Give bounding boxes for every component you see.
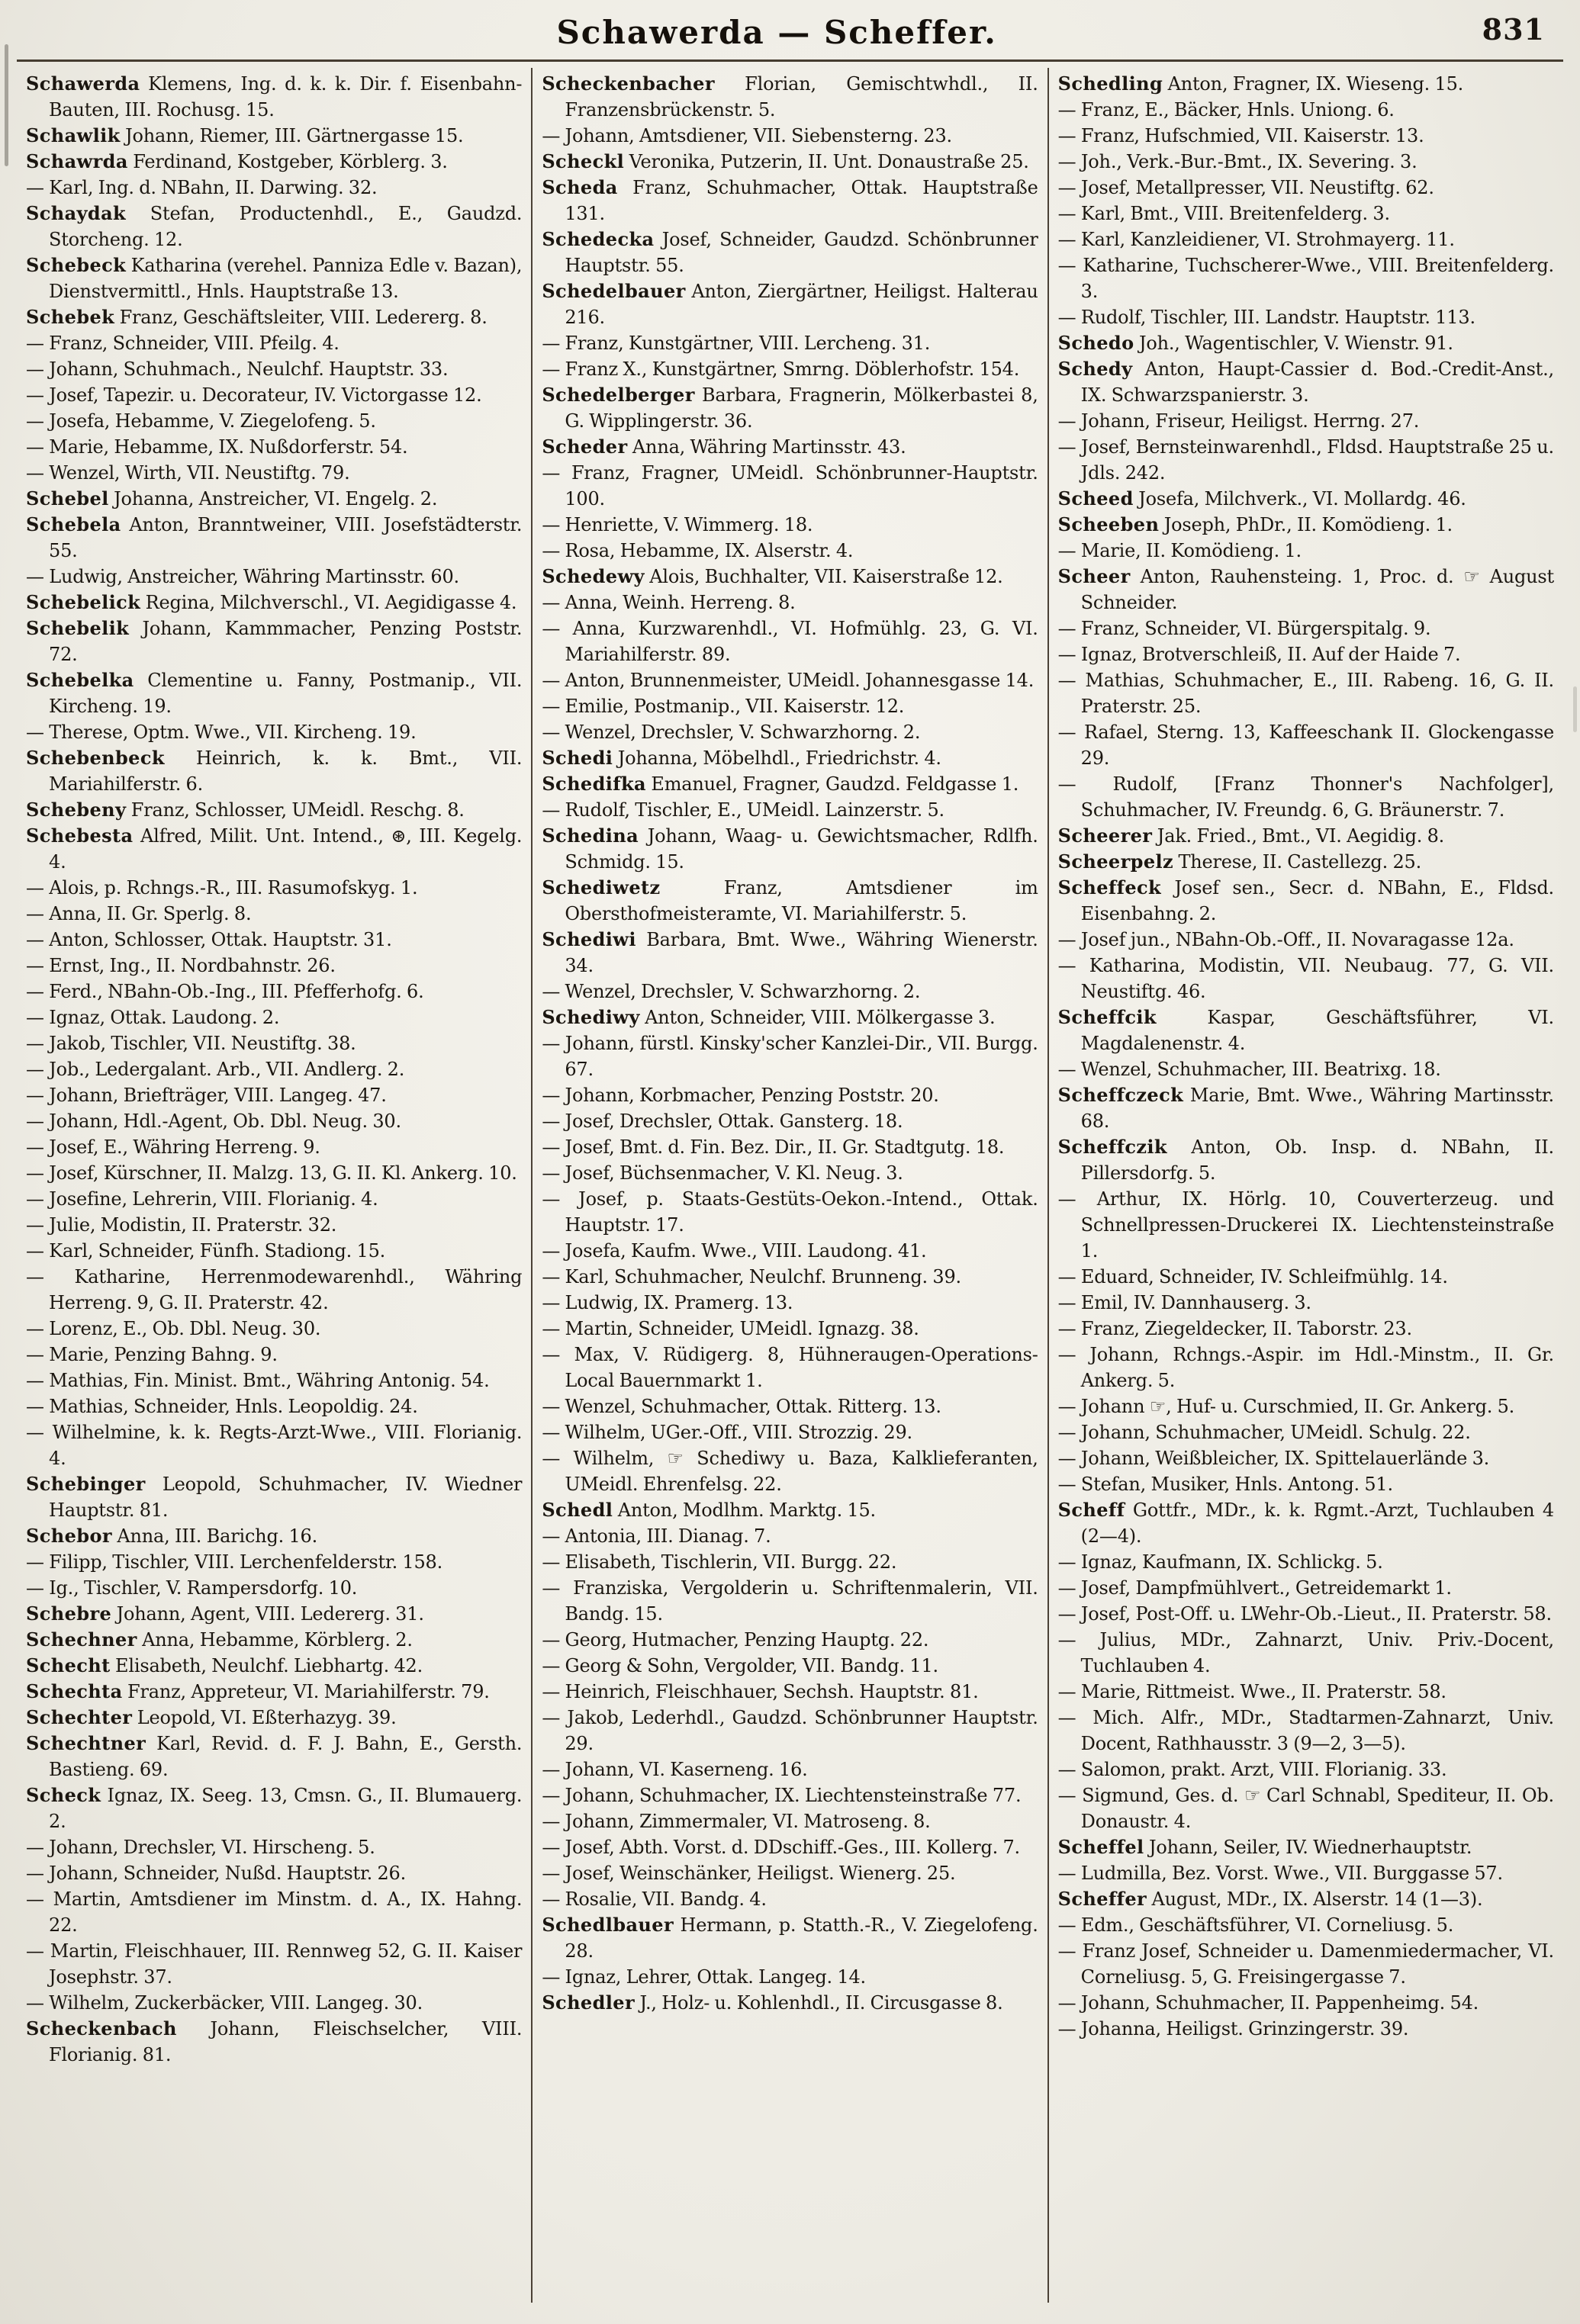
directory-entry: — Ignaz, Ottak. Laudong. 2. [26,1007,280,1028]
directory-entry: — Josef, Tapezir. u. Decorateur, IV. Victorgasse 12. [26,384,482,406]
entry-surname: Schaydak [26,202,127,224]
directory-entry: — Emil, IV. Dannhauserg. 3. [1057,1292,1311,1313]
directory-entry: — Katharina, Modistin, VII. Neubaug. 77, G. VII. Neustiftg. 46. [1057,955,1554,1002]
page-number: 831 [1482,12,1545,47]
directory-entry: — Salomon, prakt. Arzt, VIII. Florianig. 33. [1057,1759,1447,1780]
directory-entry: Schechtner Karl, Revid. d. F. J. Bahn, E., Gersth. Bastieng. 69. [26,1732,523,1780]
directory-entry: — Eduard, Schneider, IV. Schleifmühlg. 14. [1057,1266,1448,1287]
entry-surname: Schecht [26,1654,111,1676]
directory-entry: Scheffer August, MDr., IX. Alserstr. 14 (1—3). [1057,1888,1483,1910]
directory-entry: — Jakob, Lederhdl., Gaudzd. Schönbrunner Hauptstr. 29. [542,1707,1038,1754]
directory-entry: Scheffcik Kaspar, Geschäftsführer, VI. Magdalenenstr. 4. [1057,1006,1554,1054]
directory-entry: — Franz, Hufschmied, VII. Kaiserstr. 13. [1057,125,1424,146]
directory-entry: Schedelbauer Anton, Ziergärtner, Heiligst. Halterau 216. [542,280,1038,328]
directory-entry: Schedewy Alois, Buchhalter, VII. Kaiserstraße 12. [542,565,1003,587]
directory-entry: — Heinrich, Fleischhauer, Sechsh. Hauptstr. 81. [542,1681,979,1702]
directory-entry: Schebeny Franz, Schlosser, UMeidl. Reschg. 8. [26,799,465,821]
directory-entry: — Johann, Briefträger, VIII. Langeg. 47. [26,1085,387,1106]
directory-entry: Scheder Anna, Währing Martinsstr. 43. [542,436,906,458]
entry-surname: Scheerpelz [1057,850,1174,873]
directory-entry: Schebor Anna, III. Barichg. 16. [26,1525,318,1547]
directory-columns [17,68,1563,2303]
directory-entry: — Martin, Fleischhauer, III. Rennweg 52, G. II. Kaiser Josephstr. 37. [26,1940,523,1988]
entry-surname: Scheed [1057,487,1134,509]
directory-entry: Scheer Anton, Rauhensteing. 1, Proc. d. ☞ August Schneider. [1057,565,1554,613]
directory-entry: — Wilhelm, ☞ Schediwy u. Baza, Kalklieferanten, UMeidl. Ehrenfelsg. 22. [542,1448,1038,1495]
directory-entry: — Max, V. Rüdigerg. 8, Hühneraugen-Operations-Local Bauernmarkt 1. [542,1344,1038,1391]
entry-surname: Scheckenbach [26,2017,177,2040]
directory-entry: — Franziska, Vergolderin u. Schriftenmalerin, VII. Bandg. 15. [542,1577,1038,1625]
directory-entry: — Ernst, Ing., II. Nordbahnstr. 26. [26,955,336,976]
directory-entry: — Katharine, Tuchscherer-Wwe., VIII. Breitenfelderg. 3. [1057,255,1554,302]
directory-entry: — Ferd., NBahn-Ob.-Ing., III. Pfefferhofg. 6. [26,981,424,1002]
directory-entry: Scheffeck Josef sen., Secr. d. NBahn, E., Fldsd. Eisenbahng. 2. [1057,876,1554,924]
directory-entry: Schebelka Clementine u. Fanny, Postmanip., VII. Kircheng. 19. [26,669,523,717]
entry-surname: Schebelka [26,669,134,691]
directory-entry: Schebelik Johann, Kammmacher, Penzing Poststr. 72. [26,617,523,665]
directory-entry: — Anna, II. Gr. Sperlg. 8. [26,903,252,924]
directory-entry: Schebenbeck Heinrich, k. k. Bmt., VII. Mariahilferstr. 6. [26,747,523,795]
directory-entry: — Anton, Schlosser, Ottak. Hauptstr. 31. [26,929,392,950]
directory-entry: — Georg, Hutmacher, Penzing Hauptg. 22. [542,1629,929,1651]
directory-entry: Schebinger Leopold, Schuhmacher, IV. Wiedner Hauptstr. 81. [26,1473,523,1521]
directory-entry: — Ignaz, Lehrer, Ottak. Langeg. 14. [542,1966,866,1988]
directory-entry: — Karl, Schuhmacher, Neulchf. Brunneng. 39. [542,1266,961,1287]
directory-entry: — Anton, Brunnenmeister, UMeidl. Johannesgasse 14. [542,670,1035,691]
directory-entry: Scheck Ignaz, IX. Seeg. 13, Cmsn. G., II. Blumauerg. 2. [26,1784,523,1832]
directory-entry: Scheeben Joseph, PhDr., II. Komödieng. 1. [1057,513,1453,535]
entry-surname: Schedina [542,824,639,847]
entry-surname: Schebesta [26,824,134,847]
entry-surname: Scheff [1057,1499,1125,1521]
directory-entry: Scheerer Jak. Fried., Bmt., VI. Aegidig. 8. [1057,824,1445,847]
directory-entry: Schebel Johanna, Anstreicher, VI. Engelg. 2. [26,487,438,509]
entry-surname: Schedifka [542,773,646,795]
entry-surname: Scheffcik [1057,1006,1157,1028]
directory-entry: — Ludwig, Anstreicher, Währing Martinsstr. 60. [26,566,459,587]
directory-entry: — Rudolf, [Franz Thonner's Nachfolger], Schuhmacher, IV. Freundg. 6, G. Bräunerstr. 7. [1057,773,1554,821]
directory-entry: — Therese, Optm. Wwe., VII. Kircheng. 19. [26,722,417,743]
entry-surname: Schediwi [542,928,636,950]
entry-surname: Scheda [542,176,618,198]
entry-surname: Scheffel [1057,1836,1144,1858]
entry-surname: Schechta [26,1680,123,1702]
entry-surname: Schediwetz [542,876,661,898]
directory-entry: Schebre Johann, Agent, VIII. Ledererg. 31. [26,1602,424,1625]
directory-entry: — Johann, Korbmacher, Penzing Poststr. 20. [542,1085,939,1106]
directory-entry: — Karl, Bmt., VIII. Breitenfelderg. 3. [1057,203,1390,224]
directory-entry: Schediwetz Franz, Amtsdiener im Obersthofmeisteramte, VI. Mariahilferstr. 5. [542,876,1038,924]
directory-entry: — Karl, Ing. d. NBahn, II. Darwing. 32. [26,177,378,198]
directory-entry: — Antonia, III. Dianag. 7. [542,1525,771,1547]
directory-entry: Scheffczik Anton, Ob. Insp. d. NBahn, II. Pillersdorfg. 5. [1057,1136,1554,1184]
entry-surname: Schebre [26,1602,112,1625]
entry-surname: Schebek [26,306,115,328]
directory-entry: Scheed Josefa, Milchverk., VI. Mollardg. 46. [1057,487,1466,509]
directory-entry: Schedo Joh., Wagentischler, V. Wienstr. 91. [1057,332,1453,354]
directory-entry: — Rafael, Sterng. 13, Kaffeeschank II. Glockengasse 29. [1057,722,1554,769]
directory-entry: — Ignaz, Kaufmann, IX. Schlickg. 5. [1057,1551,1383,1573]
entry-surname: Schedling [1057,72,1163,95]
entry-surname: Schedelbauer [542,280,686,302]
directory-entry: Schedlbauer Hermann, p. Statth.-R., V. Ziegelofeng. 28. [542,1914,1038,1962]
directory-entry: Schebelick Regina, Milchverschl., VI. Aegidigasse 4. [26,591,517,613]
directory-entry: Schedling Anton, Fragner, IX. Wieseng. 15. [1057,72,1464,95]
directory-entry: — Johann, Schuhmacher, IX. Liechtensteinstraße 77. [542,1785,1022,1806]
directory-entry: — Josef jun., NBahn-Ob.-Off., II. Novaragasse 12a. [1057,929,1514,950]
directory-entry: — Franz X., Kunstgärtner, Smrng. Döblerhofstr. 154. [542,358,1020,380]
entry-surname: Scheder [542,436,628,458]
entry-surname: Scheck [26,1784,101,1806]
directory-entry: — Marie, Hebamme, IX. Nußdorferstr. 54. [26,436,408,458]
directory-entry: — Elisabeth, Tischlerin, VII. Burgg. 22. [542,1551,897,1573]
entry-surname: Schebela [26,513,121,535]
directory-entry: — Wenzel, Drechsler, V. Schwarzhorng. 2. [542,981,921,1002]
directory-entry: — Josef, Metallpresser, VII. Neustiftg. 62. [1057,177,1434,198]
directory-entry: — Arthur, IX. Hörlg. 10, Couverterzeug. und Schnellpressen-Druckerei IX. Liechtensteinstraße 1. [1057,1188,1554,1262]
directory-entry: — Martin, Schneider, UMeidl. Ignazg. 38. [542,1318,919,1339]
directory-entry: — Mich. Alfr., MDr., Stadtarmen-Zahnarzt, Univ. Docent, Rathhausstr. 3 (9—2, 3—5). [1057,1707,1554,1754]
entry-surname: Schedecka [542,228,655,250]
directory-entry: — Johann, Schuhmacher, UMeidl. Schulg. 22. [1057,1422,1471,1443]
directory-entry: Scheff Gottfr., MDr., k. k. Rgmt.-Arzt, Tuchlauben 4 (2—4). [1057,1499,1554,1547]
entry-surname: Scheckenbacher [542,72,715,95]
entry-surname: Schebel [26,487,109,509]
directory-entry: — Ig., Tischler, V. Rampersdorfg. 10. [26,1577,358,1599]
directory-entry: Scheda Franz, Schuhmacher, Ottak. Hauptstraße 131. [542,176,1038,224]
directory-entry: — Joh., Verk.-Bur.-Bmt., IX. Severing. 3. [1057,151,1417,172]
directory-entry: — Ignaz, Brotverschleiß, II. Auf der Haide 7. [1057,644,1461,665]
directory-entry: — Josef, Bmt. d. Fin. Bez. Dir., II. Gr. Stadtgutg. 18. [542,1136,1005,1158]
entry-surname: Schechter [26,1706,133,1728]
header-rule [17,59,1563,62]
directory-entry: — Marie, Rittmeist. Wwe., II. Praterstr. 58. [1057,1681,1446,1702]
directory-entry: — Franz Josef, Schneider u. Damenmiedermacher, VI. Corneliusg. 5, G. Freisingergasse 7. [1057,1940,1554,1988]
directory-entry: — Anna, Kurzwarenhdl., VI. Hofmühlg. 23, G. VI. Mariahilferstr. 89. [542,618,1038,665]
entry-surname: Schechner [26,1628,137,1651]
directory-entry: — Filipp, Tischler, VIII. Lerchenfelderstr. 158. [26,1551,443,1573]
directory-entry: — Josefa, Hebamme, V. Ziegelofeng. 5. [26,410,376,432]
directory-entry: — Ludmilla, Bez. Vorst. Wwe., VII. Burggasse 57. [1057,1863,1503,1884]
directory-entry: — Jakob, Tischler, VII. Neustiftg. 38. [26,1033,356,1054]
directory-entry: Schechner Anna, Hebamme, Körblerg. 2. [26,1628,413,1651]
entry-surname: Scheffczik [1057,1136,1167,1158]
entry-surname: Scheer [1057,565,1131,587]
directory-entry: Schechter Leopold, VI. Eßterhazyg. 39. [26,1706,397,1728]
directory-entry: — Johann, Drechsler, VI. Hirscheng. 5. [26,1837,375,1858]
directory-entry: — Henriette, V. Wimmerg. 18. [542,514,813,535]
directory-entry: — Julius, MDr., Zahnarzt, Univ. Priv.-Docent, Tuchlauben 4. [1057,1629,1554,1676]
directory-entry: — Franz, E., Bäcker, Hnls. Uniong. 6. [1057,99,1395,121]
entry-surname: Scheckl [542,150,625,172]
directory-entry: — Marie, Penzing Bahng. 9. [26,1344,278,1365]
directory-entry: — Johanna, Heiligst. Grinzingerstr. 39. [1057,2018,1409,2040]
directory-entry: — Johann, fürstl. Kinsky'scher Kanzlei-Dir., VII. Burgg. 67. [542,1033,1038,1080]
directory-entry: — Edm., Geschäftsführer, VI. Corneliusg. 5. [1057,1914,1454,1936]
entry-surname: Schediwy [542,1006,640,1028]
directory-entry: — Karl, Schneider, Fünfh. Stadiong. 15. [26,1240,386,1262]
directory-entry: — Martin, Amtsdiener im Minstm. d. A., IX. Hahng. 22. [26,1888,523,1936]
directory-entry: — Josefine, Lehrerin, VIII. Florianig. 4. [26,1188,378,1210]
directory-entry: — Josef, Abth. Vorst. d. DDschiff.-Ges., III. Kollerg. 7. [542,1837,1020,1858]
directory-entry: — Rosa, Hebamme, IX. Alserstr. 4. [542,540,854,561]
directory-entry: — Wilhelmine, k. k. Regts-Arzt-Wwe., VIII. Florianig. 4. [26,1422,523,1469]
directory-entry: — Johann, Schuhmach., Neulchf. Hauptstr. 33. [26,358,449,380]
entry-surname: Scheeben [1057,513,1160,535]
directory-entry: Scheckenbacher Florian, Gemischtwhdl., II. Franzensbrückenstr. 5. [542,72,1038,121]
directory-entry: Schedler J., Holz- u. Kohlenhdl., II. Circusgasse 8. [542,1991,1003,2014]
directory-entry: Scheckenbach Johann, Fleischselcher, VIII. Florianig. 81. [26,2017,523,2065]
directory-column-1 [17,68,531,2303]
directory-entry: — Johann, VI. Kaserneng. 16. [542,1759,808,1780]
directory-entry: — Georg & Sohn, Vergolder, VII. Bandg. 11. [542,1655,938,1676]
directory-entry: — Wilhelm, Zuckerbäcker, VIII. Langeg. 30. [26,1992,423,2014]
directory-entry: — Stefan, Musiker, Hnls. Antong. 51. [1057,1474,1393,1495]
directory-entry: — Josefa, Kaufm. Wwe., VIII. Laudong. 41. [542,1240,927,1262]
directory-entry: — Josef, E., Währing Herreng. 9. [26,1136,320,1158]
directory-entry: — Franz, Ziegeldecker, II. Taborstr. 23. [1057,1318,1412,1339]
directory-entry: — Katharine, Herrenmodewarenhdl., Währing Herreng. 9, G. II. Praterstr. 42. [26,1266,523,1313]
directory-entry: — Job., Ledergalant. Arb., VII. Andlerg. 2. [26,1059,405,1080]
directory-column-3 [1047,68,1563,2303]
directory-entry: — Sigmund, Ges. d. ☞ Carl Schnabl, Spediteur, II. Ob. Donaustr. 4. [1057,1785,1554,1832]
directory-entry: Schedecka Josef, Schneider, Gaudzd. Schönbrunner Hauptstr. 55. [542,228,1038,276]
directory-entry: — Anna, Weinh. Herreng. 8. [542,592,796,613]
directory-entry: — Johann, Zimmermaler, VI. Matroseng. 8. [542,1811,931,1832]
directory-entry: — Johann, Weißbleicher, IX. Spittelauerlände 3. [1057,1448,1490,1469]
directory-entry: — Johann, Schuhmacher, II. Pappenheimg. 54. [1057,1992,1479,2014]
directory-entry: — Alois, p. Rchngs.-R., III. Rasumofskyg. 1. [26,877,418,898]
directory-entry: — Johann ☞, Huf- u. Curschmied, II. Gr. Ankerg. 5. [1057,1396,1515,1417]
directory-entry: — Franz, Kunstgärtner, VIII. Lercheng. 31. [542,333,931,354]
directory-entry: Schawlik Johann, Riemer, III. Gärtnergasse 15. [26,124,464,146]
directory-entry: Scheckl Veronika, Putzerin, II. Unt. Donaustraße 25. [542,150,1029,172]
directory-entry: Schedelberger Barbara, Fragnerin, Mölkerbastei 8, G. Wipplingerstr. 36. [542,384,1038,432]
entry-surname: Schedi [542,747,613,769]
directory-entry: — Franz, Schneider, VIII. Pfeilg. 4. [26,333,339,354]
directory-entry: Schedl Anton, Modlhm. Marktg. 15. [542,1499,876,1521]
entry-surname: Scheffer [1057,1888,1147,1910]
directory-entry: — Josef, Kürschner, II. Malzg. 13, G. II. Kl. Ankerg. 10. [26,1162,517,1184]
entry-surname: Schebelik [26,617,130,639]
directory-entry: Schedy Anton, Haupt-Cassier d. Bod.-Credit-Anst., IX. Schwarzspanierstr. 3. [1057,358,1554,406]
entry-surname: Schedler [542,1991,636,2014]
directory-column-2 [531,68,1047,2303]
directory-entry: — Wilhelm, UGer.-Off., VIII. Strozzig. 29. [542,1422,912,1443]
directory-entry: — Josef, Bernsteinwarenhdl., Fldsd. Hauptstraße 25 u. Jdls. 242. [1057,436,1554,484]
directory-entry: Schebela Anton, Branntweiner, VIII. Josefstädterstr. 55. [26,513,523,561]
directory-entry: Schawerda Klemens, Ing. d. k. k. Dir. f. Eisenbahn-Bauten, III. Rochusg. 15. [26,72,523,121]
directory-entry: — Josef, Post-Off. u. LWehr-Ob.-Lieut., II. Praterstr. 58. [1057,1603,1552,1625]
entry-surname: Schawrda [26,150,128,172]
entry-surname: Schedo [1057,332,1134,354]
directory-entry: Schebesta Alfred, Milit. Unt. Intend., ⊛, III. Kegelg. 4. [26,824,523,873]
directory-entry: Schebek Franz, Geschäftsleiter, VIII. Ledererg. 8. [26,306,488,328]
directory-entry: — Julie, Modistin, II. Praterstr. 32. [26,1214,337,1236]
entry-surname: Schedelberger [542,384,695,406]
scan-artifact [5,44,8,166]
entry-surname: Scheffczeck [1057,1084,1184,1106]
entry-surname: Schebelick [26,591,141,613]
directory-entry: — Ludwig, IX. Pramerg. 13. [542,1292,793,1313]
directory-entry: — Mathias, Schuhmacher, E., III. Rabeng. 16, G. II. Praterstr. 25. [1057,670,1554,717]
entry-surname: Schechtner [26,1732,146,1754]
entry-surname: Schebeck [26,254,127,276]
directory-entry: — Marie, II. Komödieng. 1. [1057,540,1302,561]
directory-entry: — Karl, Kanzleidiener, VI. Strohmayerg. 11. [1057,229,1455,250]
directory-entry: — Franz, Schneider, VI. Bürgerspitalg. 9. [1057,618,1431,639]
entry-surname: Schedl [542,1499,613,1521]
directory-entry: — Wenzel, Schuhmacher, III. Beatrixg. 18. [1057,1059,1441,1080]
directory-entry: — Josef, Dampfmühlvert., Getreidemarkt 1. [1057,1577,1452,1599]
directory-entry: — Lorenz, E., Ob. Dbl. Neug. 30. [26,1318,321,1339]
directory-entry: Schechta Franz, Appreteur, VI. Mariahilferstr. 79. [26,1680,490,1702]
directory-entry: Scheerpelz Therese, II. Castellezg. 25. [1057,850,1422,873]
directory-entry: Schedifka Emanuel, Fragner, Gaudzd. Feldgasse 1. [542,773,1019,795]
directory-entry: — Johann, Schneider, Nußd. Hauptstr. 26. [26,1863,407,1884]
directory-entry: — Wenzel, Wirth, VII. Neustiftg. 79. [26,462,350,484]
entry-surname: Scheffeck [1057,876,1162,898]
directory-entry: Schediwi Barbara, Bmt. Wwe., Währing Wienerstr. 34. [542,928,1038,976]
directory-entry: — Mathias, Fin. Minist. Bmt., Währing Antonig. 54. [26,1370,490,1391]
entry-surname: Scheerer [1057,824,1153,847]
directory-entry: — Rudolf, Tischler, E., UMeidl. Lainzerstr. 5. [542,799,944,821]
directory-entry: Schediwy Anton, Schneider, VIII. Mölkergasse 3. [542,1006,996,1028]
directory-entry: — Johann, Amtsdiener, VII. Siebensterng. 23. [542,125,952,146]
directory-entry: Scheffel Johann, Seiler, IV. Wiednerhauptstr. [1057,1836,1472,1858]
directory-entry: — Rosalie, VII. Bandg. 4. [542,1888,767,1910]
page-header [17,11,1563,58]
directory-entry: — Josef, Büchsenmacher, V. Kl. Neug. 3. [542,1162,903,1184]
directory-entry: Scheffczeck Marie, Bmt. Wwe., Währing Martinsstr. 68. [1057,1084,1554,1132]
entry-surname: Schebeny [26,799,127,821]
directory-entry: — Rudolf, Tischler, III. Landstr. Hauptstr. 113. [1057,307,1475,328]
entry-surname: Schawerda [26,72,140,95]
directory-entry: — Josef, p. Staats-Gestüts-Oekon.-Intend., Ottak. Hauptstr. 17. [542,1188,1038,1236]
entry-surname: Schebenbeck [26,747,165,769]
directory-entry: Schedina Johann, Waag- u. Gewichtsmacher, Rdlfh. Schmidg. 15. [542,824,1038,873]
directory-entry: — Emilie, Postmanip., VII. Kaiserstr. 12. [542,696,905,717]
directory-entry: — Josef, Drechsler, Ottak. Gansterg. 18. [542,1111,903,1132]
entry-surname: Schedy [1057,358,1133,380]
entry-surname: Schawlik [26,124,121,146]
directory-entry: — Johann, Friseur, Heiligst. Herrng. 27. [1057,410,1420,432]
directory-entry: Schebeck Katharina (verehel. Panniza Edle v. Bazan), Dienstvermittl., Hnls. Hauptstraße 13. [26,254,523,302]
directory-entry: — Wenzel, Schuhmacher, Ottak. Ritterg. 13. [542,1396,941,1417]
entry-surname: Schedlbauer [542,1914,674,1936]
directory-entry: — Mathias, Schneider, Hnls. Leopoldig. 24. [26,1396,418,1417]
directory-entry: Schawrda Ferdinand, Kostgeber, Körblerg. 3. [26,150,448,172]
directory-entry: — Johann, Rchngs.-Aspir. im Hdl.-Minstm., II. Gr. Ankerg. 5. [1057,1344,1554,1391]
directory-entry: — Josef, Weinschänker, Heiligst. Wienerg. 25. [542,1863,956,1884]
directory-entry: — Franz, Fragner, UMeidl. Schönbrunner-Hauptstr. 100. [542,462,1038,509]
directory-entry: Schedi Johanna, Möbelhdl., Friedrichstr. 4. [542,747,941,769]
directory-entry: Schaydak Stefan, Productenhdl., E., Gaudzd. Storcheng. 12. [26,202,523,250]
directory-entry: Schecht Elisabeth, Neulchf. Liebhartg. 42. [26,1654,423,1676]
entry-surname: Schebor [26,1525,112,1547]
entry-surname: Schedewy [542,565,645,587]
directory-entry: — Johann, Hdl.-Agent, Ob. Dbl. Neug. 30. [26,1111,401,1132]
directory-entry: — Wenzel, Drechsler, V. Schwarzhorng. 2. [542,722,921,743]
page-header-title: Schawerda — Scheffer. [556,14,997,51]
scan-artifact [1573,686,1577,732]
entry-surname: Schebinger [26,1473,146,1495]
